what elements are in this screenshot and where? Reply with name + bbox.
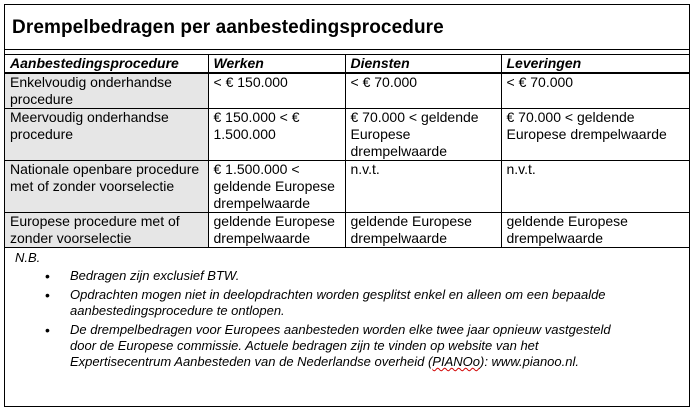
list-item — [15, 268, 689, 284]
list-item — [15, 322, 689, 370]
cell-works: € 1.500.000 < geldende Europese drempelwaarde — [208, 161, 345, 213]
row-label: Enkelvoudig onderhandse procedure — [5, 73, 208, 109]
list-item — [15, 287, 689, 319]
row-label: Meervoudig onderhandse procedure — [5, 109, 208, 161]
table-header-row — [5, 55, 689, 74]
spellcheck-word: PIANOo — [432, 354, 480, 369]
cell-services: geldende Europese drempelwaarde — [345, 213, 501, 248]
document-title: Drempelbedragen per aanbestedingsprocedure — [5, 5, 689, 50]
notes-section — [5, 248, 689, 370]
table-row — [5, 161, 689, 213]
cell-supplies: n.v.t. — [501, 161, 689, 213]
threshold-table — [5, 54, 689, 248]
header-services: Diensten — [345, 55, 501, 74]
cell-works: geldende Europese drempelwaarde — [208, 213, 345, 248]
bullet-icon: • — [45, 287, 50, 303]
document — [4, 4, 690, 407]
note-text: Opdrachten mogen niet in deelopdrachten worden gesplitst enkel en alleen om een bepaalde aanbestedingsprocedure te ontlopen. — [70, 287, 606, 318]
cell-services: € 70.000 < geldende Europese drempelwaarde — [345, 109, 501, 161]
table-row — [5, 73, 689, 109]
bullet-icon: • — [45, 268, 50, 284]
cell-supplies: geldende Europese drempelwaarde — [501, 213, 689, 248]
cell-supplies: € 70.000 < geldende Europese drempelwaarde — [501, 109, 689, 161]
notes-list — [15, 268, 689, 370]
table-row — [5, 213, 689, 248]
cell-works: € 150.000 < € 1.500.000 — [208, 109, 345, 161]
cell-services: < € 70.000 — [345, 73, 501, 109]
cell-works: < € 150.000 — [208, 73, 345, 109]
cell-supplies: < € 70.000 — [501, 73, 689, 109]
note-text: Bedragen zijn exclusief BTW. — [70, 268, 240, 283]
row-label: Nationale openbare procedure met of zonder voorselectie — [5, 161, 208, 213]
header-procedure: Aanbestedingsprocedure — [5, 55, 208, 74]
note-text: De drempelbedragen voor Europees aanbesteden worden elke twee jaar opnieuw vastgesteld door de Europese commissie. Actuele bedragen zijn te vinden op website van het Expertisecentrum Aanbesteden van de Nederlandse overheid ( — [70, 322, 611, 369]
notes-heading: N.B. — [15, 250, 41, 265]
bullet-icon: • — [45, 322, 50, 338]
header-works: Werken — [208, 55, 345, 74]
header-supplies: Leveringen — [501, 55, 689, 74]
cell-services: n.v.t. — [345, 161, 501, 213]
table-row — [5, 109, 689, 161]
row-label: Europese procedure met of zonder voorselectie — [5, 213, 208, 248]
note-text-tail: ): www.pianoo.nl. — [479, 354, 579, 369]
